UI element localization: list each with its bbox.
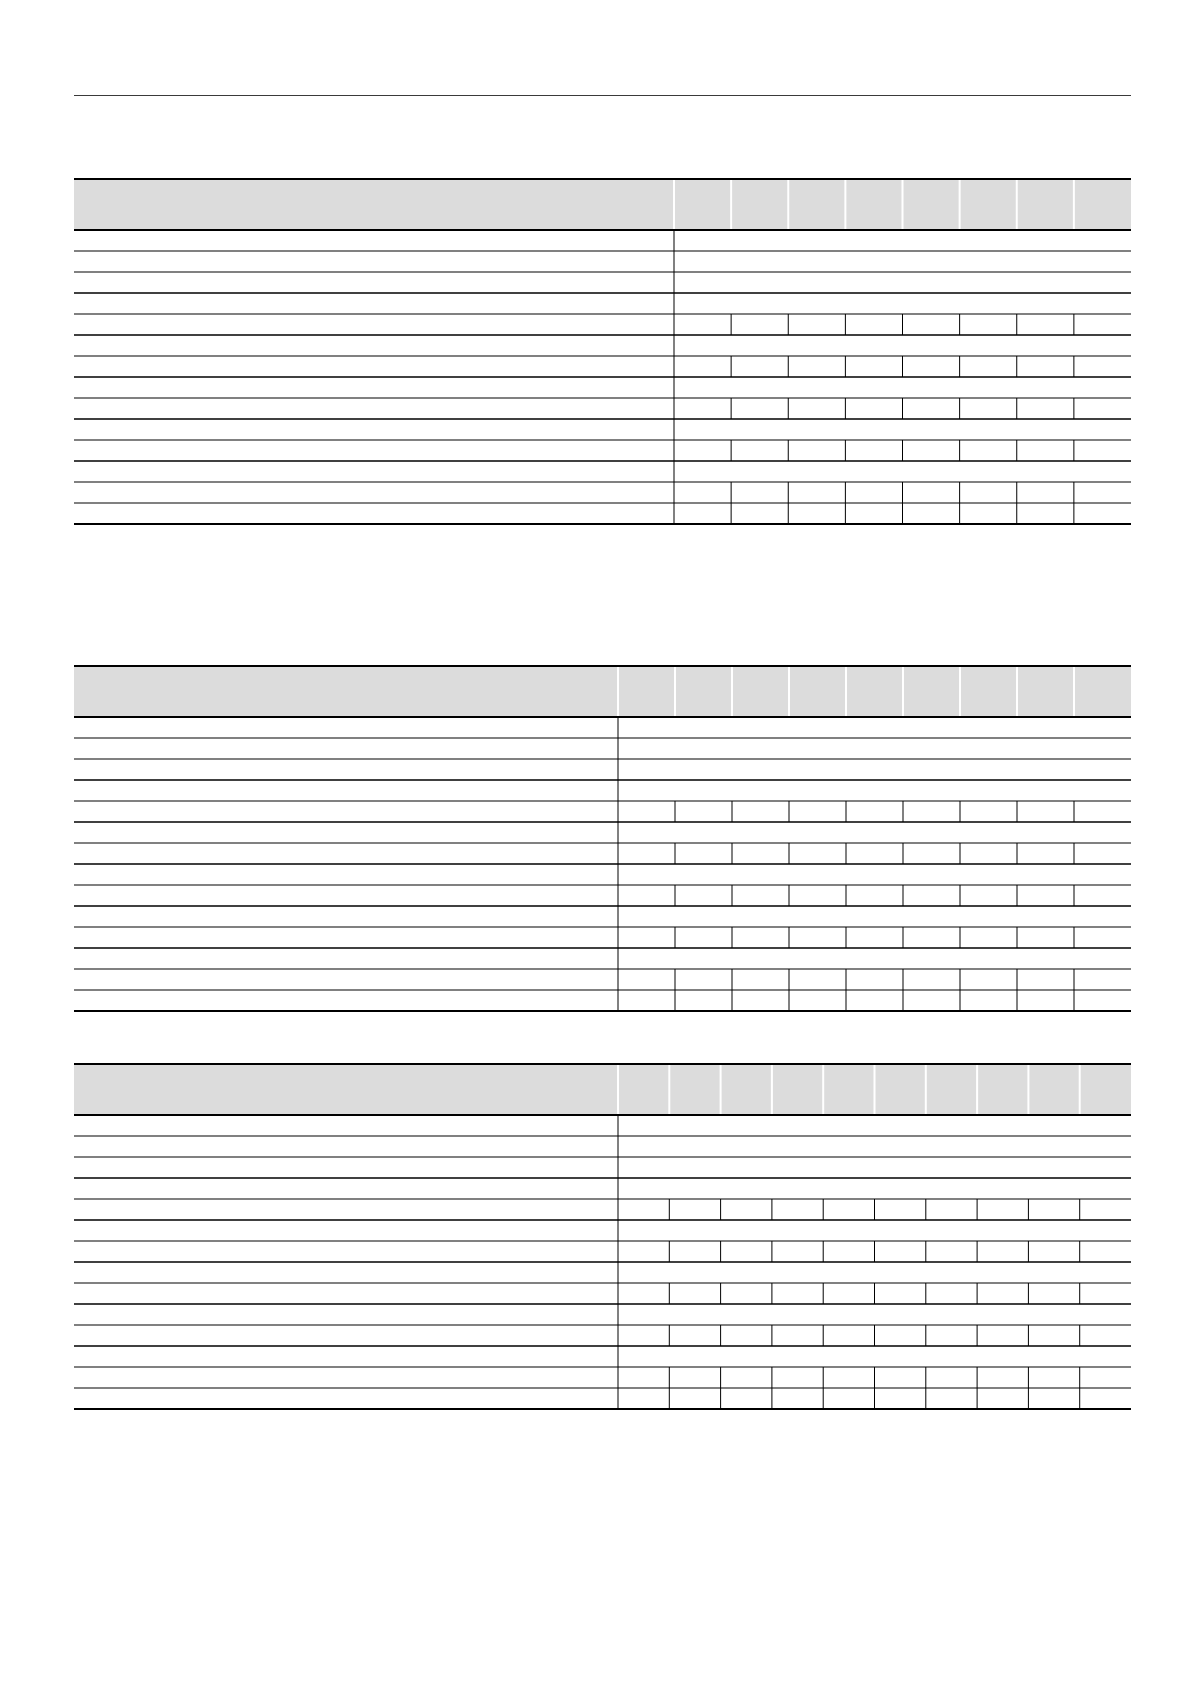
table-3-grid bbox=[74, 1063, 1131, 1411]
table-row bbox=[74, 801, 1131, 822]
table-row bbox=[74, 1241, 1131, 1262]
table-header-band bbox=[74, 1064, 1131, 1115]
table-1-grid bbox=[74, 178, 1131, 526]
table-row bbox=[74, 843, 1131, 864]
table-row bbox=[74, 1199, 1131, 1220]
table-row bbox=[74, 969, 1131, 990]
table-row bbox=[74, 482, 1131, 503]
table-header-band bbox=[74, 179, 1131, 230]
table-row bbox=[74, 990, 1131, 1011]
table-2-grid bbox=[74, 665, 1131, 1013]
table-row bbox=[74, 885, 1131, 906]
data-table-3 bbox=[74, 1063, 1131, 1411]
data-table-1 bbox=[74, 178, 1131, 526]
table-row bbox=[74, 398, 1131, 419]
table-header-band bbox=[74, 666, 1131, 717]
table-row bbox=[74, 927, 1131, 948]
table-row bbox=[74, 1325, 1131, 1346]
header-rule bbox=[74, 95, 1131, 96]
table-row bbox=[74, 356, 1131, 377]
table-row bbox=[74, 314, 1131, 335]
data-table-2 bbox=[74, 665, 1131, 1013]
table-row bbox=[74, 440, 1131, 461]
table-row bbox=[74, 1283, 1131, 1304]
table-row bbox=[74, 1367, 1131, 1388]
table-row bbox=[74, 503, 1131, 524]
table-row bbox=[74, 1388, 1131, 1409]
